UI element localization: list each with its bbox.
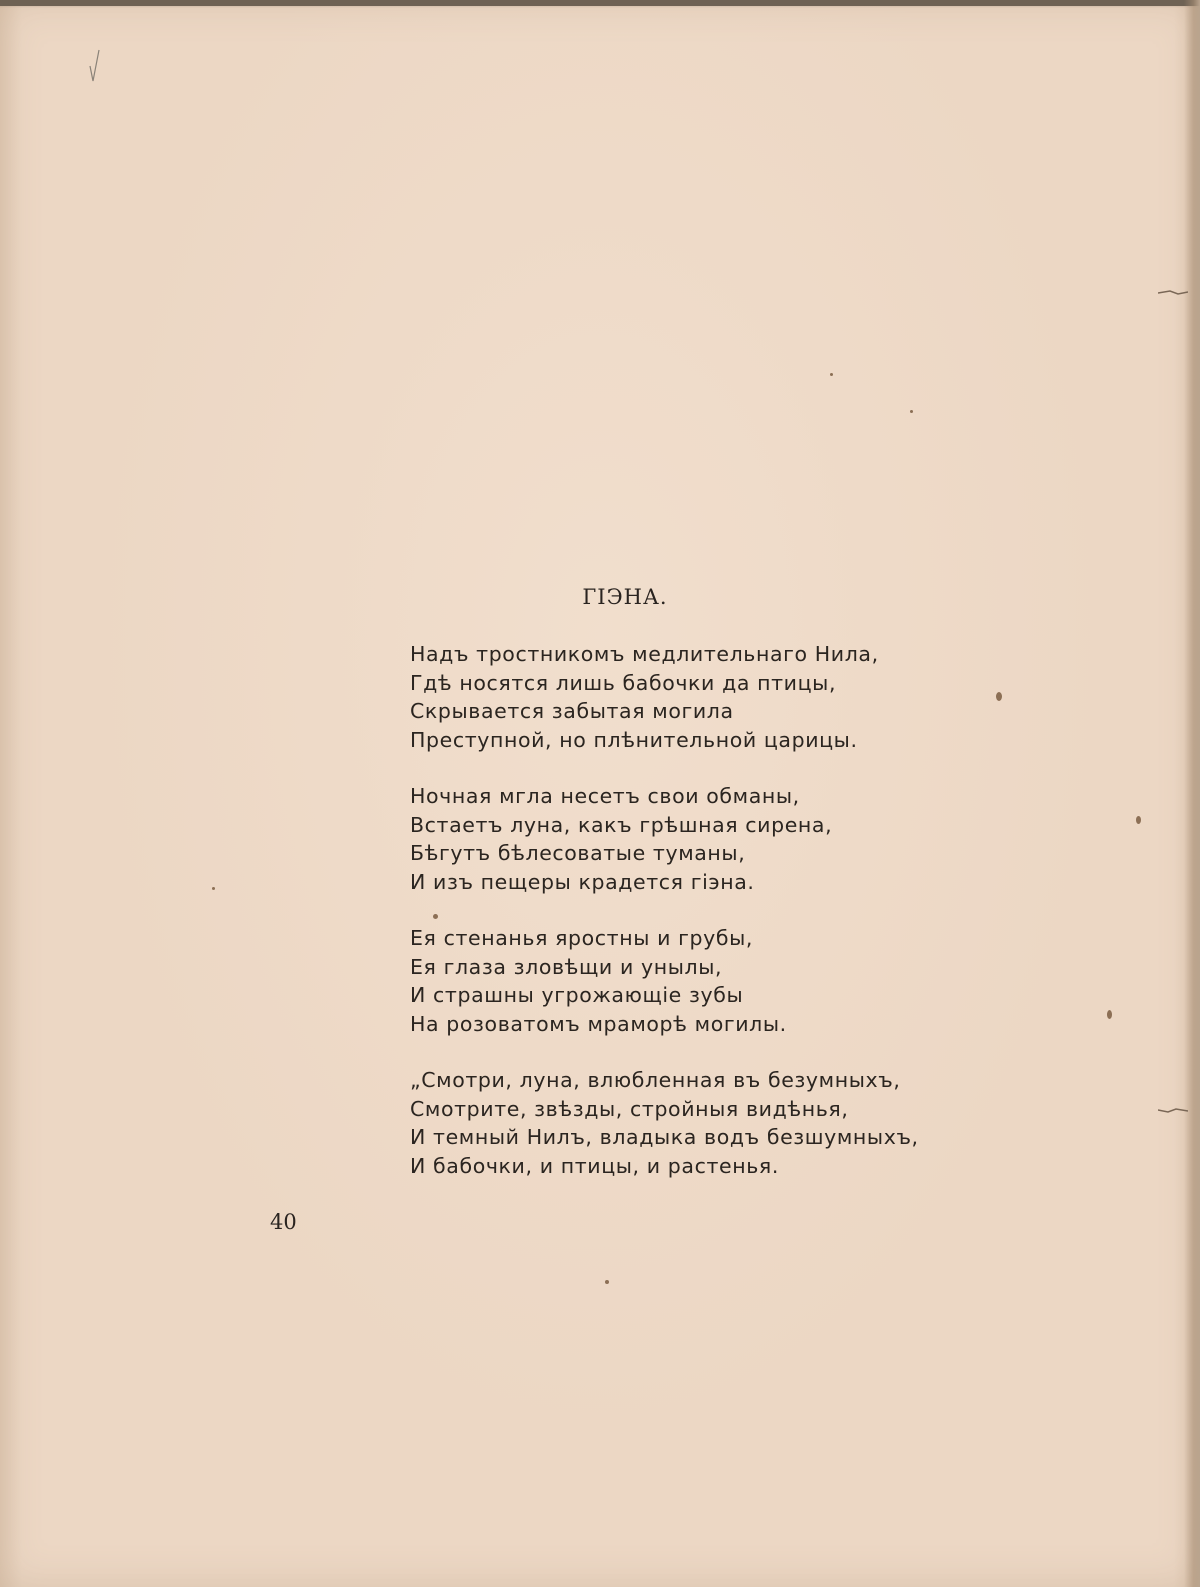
paper-speck — [996, 692, 1002, 701]
stanza-2 — [410, 782, 930, 896]
stanza-3 — [410, 924, 930, 1038]
poem-line: „Смотри, луна, влюбленная въ безумныхъ, — [410, 1068, 901, 1092]
poem-line: Скрывается забытая могила — [410, 699, 734, 723]
poem-line: И изъ пещеры крадется гіэна. — [410, 869, 755, 894]
poem-line: Бѣгутъ бѣлесоватые туманы, — [410, 841, 746, 865]
poem-line: Ея стенанья яростны и грубы, — [410, 926, 754, 950]
poem-title: ГІЭНА. — [582, 585, 668, 609]
poem-line: И бабочки, и птицы, и растенья. — [410, 1153, 779, 1178]
paper-speck — [910, 410, 913, 413]
stanza-1 — [410, 640, 930, 754]
paper-speck — [1107, 1010, 1112, 1019]
poem-body — [410, 640, 930, 1208]
paper-speck — [433, 914, 438, 919]
paper-speck — [212, 887, 215, 890]
page-top-edge — [0, 0, 1200, 6]
poem-line: И темный Нилъ, владыка водъ безшумныхъ, — [410, 1125, 919, 1149]
page-edge-tear-icon — [1158, 290, 1188, 296]
page-edge-tear-icon — [1158, 1108, 1188, 1114]
stanza-4 — [410, 1066, 930, 1180]
poem-line: И страшны угрожающіе зубы — [410, 983, 744, 1007]
pencil-check-mark-icon — [88, 48, 102, 84]
poem-line: На розоватомъ мраморѣ могилы. — [410, 1011, 787, 1036]
page-right-edge — [1184, 0, 1200, 1587]
poem-line: Ея глаза зловѣщи и унылы, — [410, 954, 723, 979]
poem-line: Встаетъ луна, какъ грѣшная сирена, — [410, 812, 833, 837]
paper-speck — [830, 373, 833, 376]
poem-line: Гдѣ носятся лишь бабочки да птицы, — [410, 670, 837, 695]
paper-speck — [1136, 816, 1141, 824]
page-number: 40 — [270, 1210, 297, 1234]
poem-line: Смотрите, звѣзды, стройныя видѣнья, — [410, 1096, 849, 1121]
poem-line: Преступной, но плѣнительной царицы. — [410, 727, 858, 752]
poem-line: Ночная мгла несетъ свои обманы, — [410, 784, 800, 808]
poem-line: Надъ тростникомъ медлительнаго Нила, — [410, 642, 879, 666]
paper-speck — [605, 1280, 609, 1284]
